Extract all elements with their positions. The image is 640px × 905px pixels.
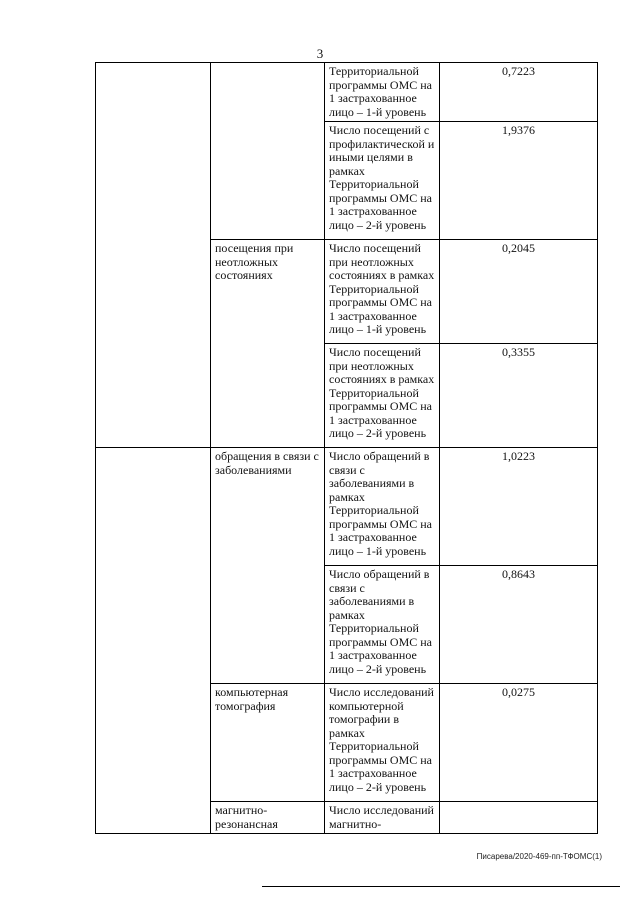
description-cell: Число исследований магнитно- — [325, 802, 440, 834]
value-cell: 1,0223 — [440, 448, 598, 566]
value-cell: 0,3355 — [440, 344, 598, 448]
subcategory-cell: посещения при неотложных состояниях — [211, 240, 325, 448]
subcategory-cell: компьютерная томография — [211, 684, 325, 802]
description-cell: Территориальной программы ОМС на 1 застрахованное лицо – 1-й уровень — [325, 63, 440, 122]
description-cell: Число исследований компьютерной томографии в рамках Территориальной программы ОМС на 1 застрахованное лицо – 2-й уровень — [325, 684, 440, 802]
table-row — [96, 448, 598, 566]
value-cell — [440, 802, 598, 834]
value-cell: 0,2045 — [440, 240, 598, 344]
description-cell: Число посещений с профилактической и иными целями в рамках Территориальной программы ОМС на 1 застрахованное лицо – 2-й уровень — [325, 122, 440, 240]
value-cell: 0,8643 — [440, 566, 598, 684]
footer-divider — [262, 886, 620, 887]
table-row — [96, 63, 598, 122]
document-reference: Писарева/2020-469-пп-ТФОМС(1) — [476, 852, 602, 861]
section-cell-empty — [96, 448, 211, 834]
subcategory-cell: магнитно- резонансная — [211, 802, 325, 834]
value-cell: 1,9376 — [440, 122, 598, 240]
indicators-table — [95, 62, 598, 834]
value-cell: 0,0275 — [440, 684, 598, 802]
description-cell: Число обращений в связи с заболеваниями в рамках Территориальной программы ОМС на 1 застрахованное лицо – 2-й уровень — [325, 566, 440, 684]
subcategory-cell: обращения в связи с заболеваниями — [211, 448, 325, 684]
page-number: 3 — [316, 46, 324, 61]
subcategory-cell-empty — [211, 63, 325, 240]
value-cell: 0,7223 — [440, 63, 598, 122]
description-cell: Число посещений при неотложных состояниях в рамках Территориальной программы ОМС на 1 застрахованное лицо – 2-й уровень — [325, 344, 440, 448]
section-cell-empty — [96, 63, 211, 448]
description-cell: Число посещений при неотложных состояниях в рамках Территориальной программы ОМС на 1 застрахованное лицо – 1-й уровень — [325, 240, 440, 344]
description-cell: Число обращений в связи с заболеваниями в рамках Территориальной программы ОМС на 1 застрахованное лицо – 1-й уровень — [325, 448, 440, 566]
